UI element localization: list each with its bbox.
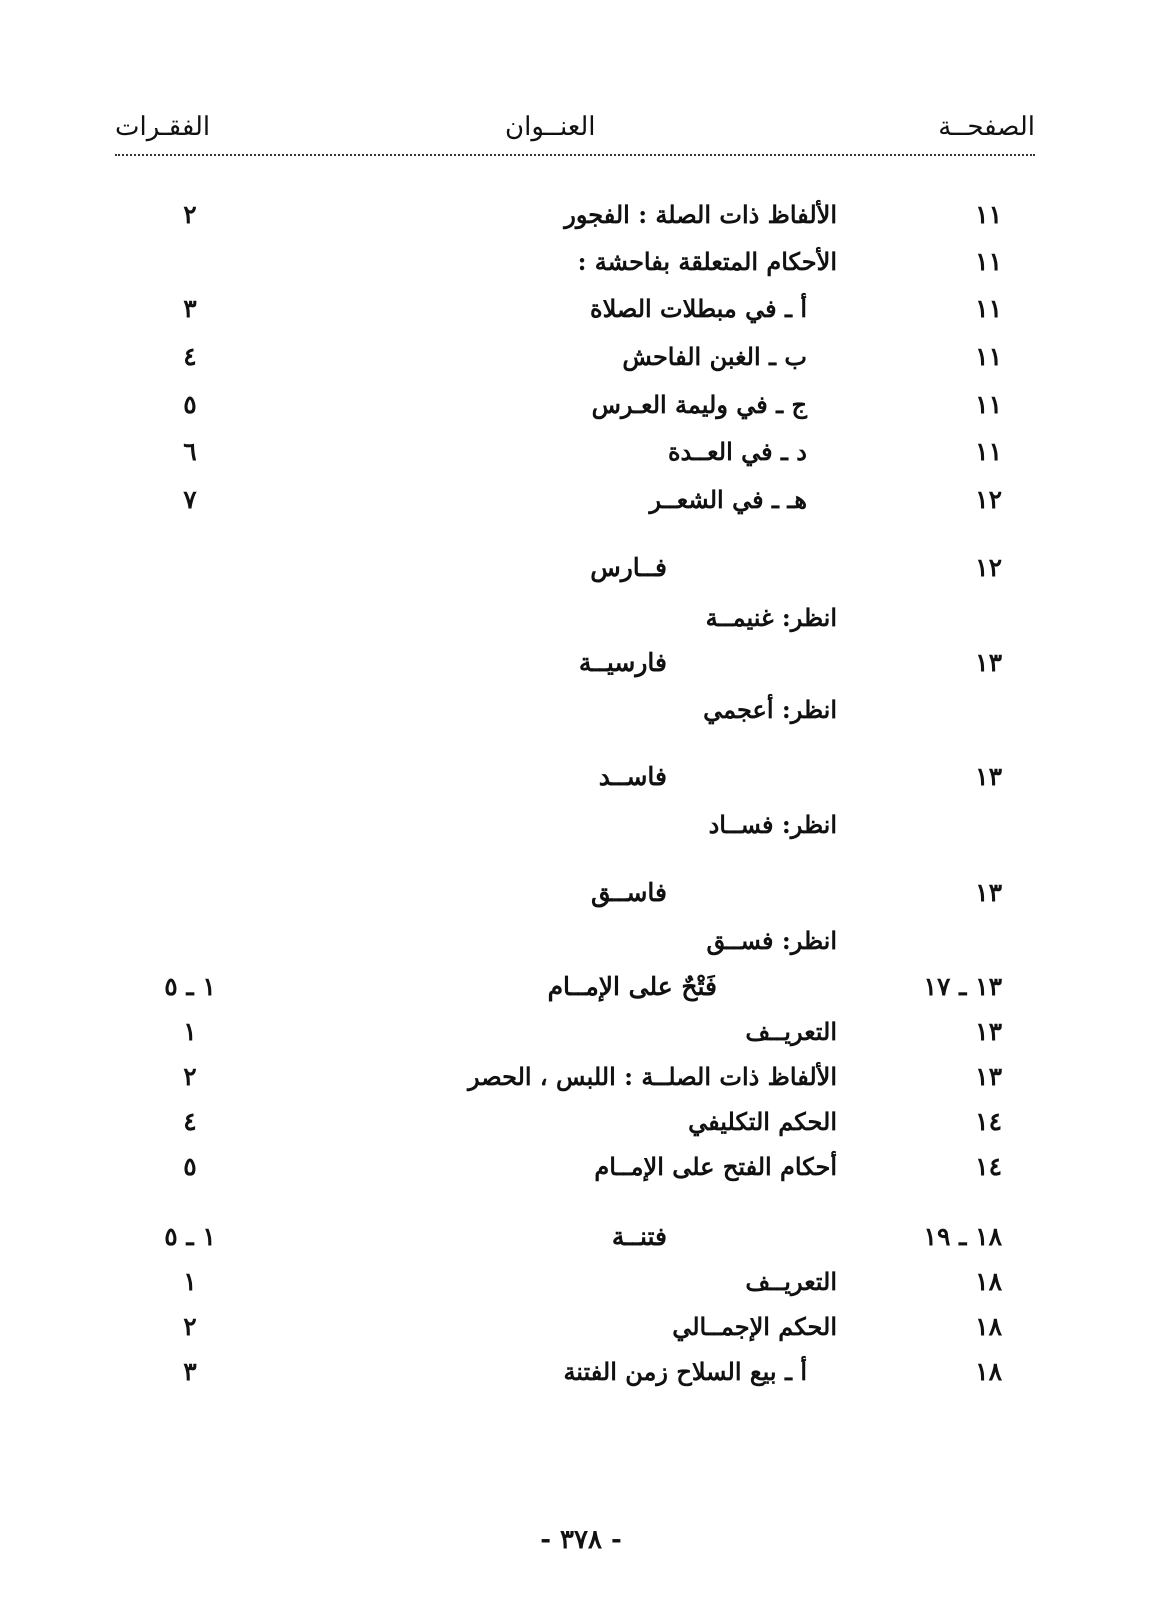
row-paragraphs: ٢: [183, 1312, 197, 1341]
index-row: [0, 200, 1162, 240]
index-entry-row: [0, 878, 1162, 918]
row-page-number: ١١: [975, 200, 1002, 229]
entry-heading: فتنــة: [611, 1222, 667, 1251]
row-paragraphs: ٤: [183, 342, 197, 371]
row-paragraphs: ١: [183, 1267, 197, 1296]
row-paragraphs: ١ ـ ٥: [164, 1222, 216, 1251]
row-paragraphs: ٢: [183, 1062, 197, 1091]
index-see-row: [0, 695, 1162, 735]
see-reference: انظر: فســاد: [708, 810, 837, 839]
index-row: [0, 1062, 1162, 1102]
index-row: [0, 390, 1162, 430]
index-row: [0, 342, 1162, 382]
see-reference: انظر: فســق: [706, 926, 837, 955]
row-paragraphs: ٧: [183, 485, 197, 514]
entry-heading: فــارس: [590, 553, 667, 582]
row-title: التعريــف: [745, 1017, 837, 1046]
index-row: [0, 1312, 1162, 1352]
index-row: [0, 1107, 1162, 1147]
row-page-number: ١٤: [975, 1107, 1002, 1136]
index-see-row: [0, 926, 1162, 966]
header-paras-label: الفقـرات: [115, 112, 211, 142]
see-reference: انظر: غنيمــة: [705, 603, 837, 632]
row-page-number: ١٣: [975, 1017, 1002, 1046]
index-entry-row: [0, 972, 1162, 1012]
row-title: هـ ـ في الشعــر: [649, 485, 807, 514]
row-title: أ ـ في مبطلات الصلاة: [590, 294, 807, 323]
row-title: ج ـ في وليمة العـرس: [591, 390, 807, 419]
row-page-number: ١٨ ـ ١٩: [923, 1222, 1002, 1251]
row-page-number: ١٣: [975, 648, 1002, 677]
index-row: [0, 1152, 1162, 1192]
row-title: الأحكام المتعلقة بفاحشة :: [577, 247, 837, 276]
row-page-number: ١٨: [975, 1267, 1002, 1296]
row-page-number: ١٣: [975, 1062, 1002, 1091]
entry-heading: فارسيــة: [578, 648, 667, 677]
index-entry-row: [0, 762, 1162, 802]
entry-heading: فَتْحٌ على الإمــام: [547, 972, 717, 1001]
row-page-number: ١١: [975, 294, 1002, 323]
index-row: [0, 1267, 1162, 1307]
row-page-number: ١٣: [975, 878, 1002, 907]
row-title: الألفاظ ذات الصلة : الفجور: [564, 200, 837, 229]
row-title: الحكم الإجمــالي: [672, 1312, 837, 1341]
row-title: الألفاظ ذات الصلــة : اللبس ، الحصر: [468, 1062, 837, 1091]
index-row: [0, 1357, 1162, 1397]
header-title-label: العنــوان: [505, 112, 596, 142]
row-paragraphs: ١: [183, 1017, 197, 1046]
row-paragraphs: ١ ـ ٥: [164, 972, 216, 1001]
header-page-label: الصفحــة: [938, 112, 1035, 142]
row-paragraphs: ٦: [183, 437, 197, 466]
row-page-number: ١١: [975, 342, 1002, 371]
index-row: [0, 437, 1162, 477]
row-paragraphs: ٣: [183, 294, 197, 323]
row-title: أحكام الفتح على الإمــام: [594, 1152, 837, 1181]
index-see-row: [0, 810, 1162, 850]
row-page-number: ١١: [975, 390, 1002, 419]
index-entry-row: [0, 553, 1162, 593]
entry-heading: فاســد: [598, 762, 667, 791]
see-reference: انظر: أعجمي: [703, 695, 837, 724]
entry-heading: فاســق: [590, 878, 667, 907]
row-paragraphs: ٥: [183, 1152, 197, 1181]
page-number-footer: - ٣٧٨ -: [540, 1525, 622, 1555]
row-paragraphs: ٣: [183, 1357, 197, 1386]
index-row: [0, 485, 1162, 525]
row-page-number: ١٣: [975, 762, 1002, 791]
row-paragraphs: ٤: [183, 1107, 197, 1136]
row-title: أ ـ بيع السلاح زمن الفتنة: [563, 1357, 807, 1386]
row-page-number: ١٣ ـ ١٧: [923, 972, 1002, 1001]
row-title: الحكم التكليفي: [688, 1107, 837, 1136]
index-row: [0, 1017, 1162, 1057]
row-paragraphs: ٥: [183, 390, 197, 419]
row-paragraphs: ٢: [183, 200, 197, 229]
row-page-number: ١٢: [975, 553, 1002, 582]
row-page-number: ١١: [975, 247, 1002, 276]
row-page-number: ١٨: [975, 1312, 1002, 1341]
row-page-number: ١٢: [975, 485, 1002, 514]
row-title: ب ـ الغبن الفاحش: [622, 342, 807, 371]
row-page-number: ١٨: [975, 1357, 1002, 1386]
index-row: [0, 247, 1162, 287]
row-title: د ـ في العــدة: [667, 437, 807, 466]
index-see-row: [0, 603, 1162, 643]
row-page-number: ١١: [975, 437, 1002, 466]
row-title: التعريــف: [745, 1267, 837, 1296]
header-dotted-rule: [115, 154, 1035, 156]
row-page-number: ١٤: [975, 1152, 1002, 1181]
index-entry-row: [0, 648, 1162, 688]
index-entry-row: [0, 1222, 1162, 1262]
index-row: [0, 294, 1162, 334]
